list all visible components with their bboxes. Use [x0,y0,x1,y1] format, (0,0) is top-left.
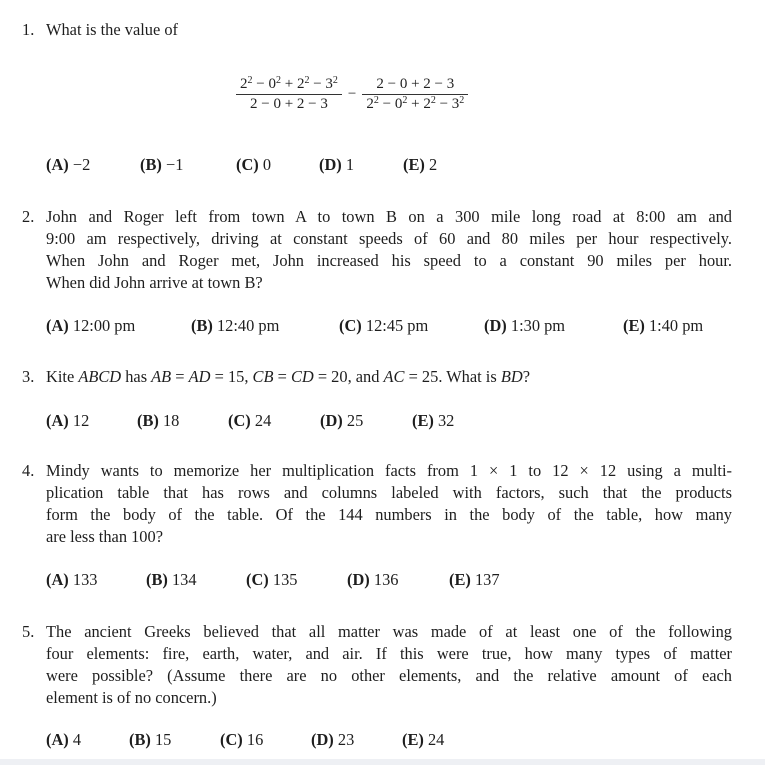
choice-d: (D) 25 [320,411,364,430]
choice-d: (D) 136 [347,570,399,589]
minus-operator: − [347,85,357,102]
answer-choices [46,155,437,175]
question-line: The ancient Greeks believed that all matter was made of at least one of the following [46,622,732,641]
choice-c: (C) 12:45 pm [339,316,429,335]
right-denominator: $2^2 - 0^2 + 2^2 - 3^2$ [366,94,465,112]
choice-a: (A) 4 [46,730,82,749]
question-text [46,621,732,709]
question-2 [22,206,732,294]
question-line: form the body of the table. Of the 144 numbers in the body of the table, how many [46,505,732,524]
question-5 [22,621,732,709]
page-bottom-edge [0,759,765,765]
choice-d: (D) 1:30 pm [484,316,566,335]
left-numerator: $2^2 - 0^2 + 2^2 - 3^2$ [240,74,338,92]
question-text [46,460,732,548]
right-fraction [362,75,468,114]
choice-b: (B) 134 [146,570,197,589]
question-number: 1. [22,20,35,39]
choice-b: (B) −1 [140,155,184,174]
question-1 [22,19,732,41]
choice-d: (D) 23 [311,730,355,749]
question-text [46,19,732,41]
question-line: four elements: fire, earth, water, and air. If this were true, how many types of matter [46,644,732,663]
choice-a: (A) −2 [46,155,91,174]
choice-e: (E) 137 [449,570,500,589]
choice-b: (B) 15 [129,730,172,749]
answer-choices [46,411,454,431]
question-line: are less than 100? [46,527,163,546]
question-line: plication table that has rows and columns labeled with factors, such that the products [46,483,732,502]
choice-c: (C) 24 [228,411,272,430]
choice-a: (A) 133 [46,570,98,589]
question-line: When did John arrive at town B? [46,273,263,292]
choice-a: (A) 12:00 pm [46,316,136,335]
question-line: What is the value of [46,20,178,39]
choice-c: (C) 16 [220,730,264,749]
question-line: element is of no concern.) [46,688,217,707]
question-number: 3. [22,367,35,386]
choice-e: (E) 2 [403,155,438,174]
math-expression [236,72,468,116]
answer-choices [46,316,703,336]
right-numerator: 2 − 0 + 2 − 3 [376,75,455,92]
answer-choices [46,730,444,750]
choice-d: (D) 1 [319,155,355,174]
question-number: 2. [22,207,35,226]
question-line: 9:00 am respectively, driving at constant speeds of 60 and 80 miles per hour respectively. [46,229,732,248]
question-number: 5. [22,622,35,641]
left-fraction [236,75,342,114]
left-denominator: 2 − 0 + 2 − 3 [250,95,328,112]
choice-c: (C) 0 [236,155,272,174]
choice-e: (E) 24 [402,730,445,749]
question-line: When John and Roger met, John increased his speed to a constant 90 miles per hour. [46,251,732,270]
question-line: Kite ABCD has AB = AD = 15, CB = CD = 20, and AC = 25. What is BD? [46,367,530,386]
choice-e: (E) 32 [412,411,455,430]
question-4 [22,460,732,548]
choice-b: (B) 18 [137,411,180,430]
choice-a: (A) 12 [46,411,90,430]
choice-c: (C) 135 [246,570,298,589]
question-text [46,366,732,388]
question-line: were possible? (Assume there are no other elements, and the relative amount of each [46,666,732,685]
question-number: 4. [22,461,35,480]
choice-b: (B) 12:40 pm [191,316,280,335]
question-3 [22,366,732,388]
question-line: Mindy wants to memorize her multiplication facts from 1 × 1 to 12 × 12 using a multi- [46,461,732,480]
choice-e: (E) 1:40 pm [623,316,704,335]
question-text [46,206,732,294]
question-line: John and Roger left from town A to town B on a 300 mile long road at 8:00 am and [46,207,732,226]
answer-choices [46,570,500,590]
